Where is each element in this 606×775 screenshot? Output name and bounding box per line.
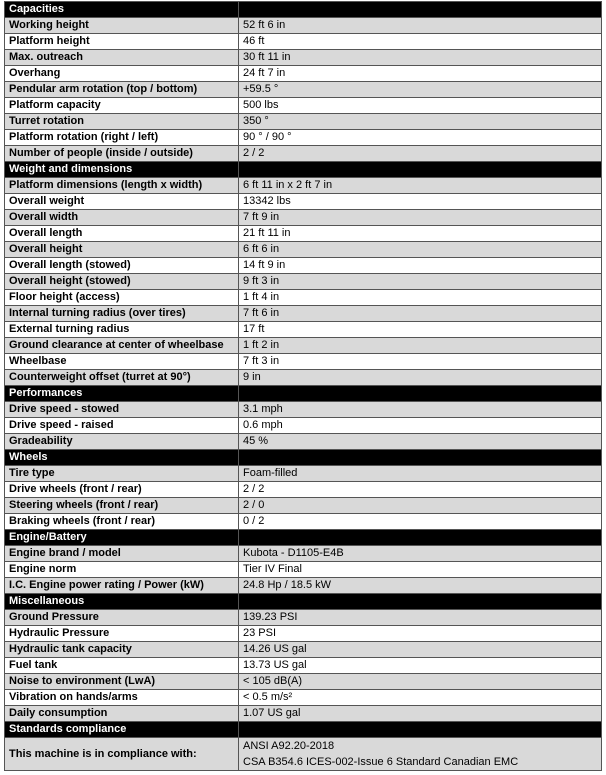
spec-label: Overall length (stowed) [5,258,239,274]
spec-row [5,50,602,66]
spec-row [5,370,602,386]
spec-label: Drive speed - raised [5,418,239,434]
section-title: Performances [5,386,239,402]
spec-row [5,674,602,690]
spec-row [5,114,602,130]
spec-value-line: ANSI A92.20-2018 [243,740,335,752]
spec-label: Overhang [5,66,239,82]
spec-label: Platform height [5,34,239,50]
spec-row [5,466,602,482]
spec-row [5,610,602,626]
spec-row [5,18,602,34]
section-title: Wheels [5,450,239,466]
spec-label: Overall weight [5,194,239,210]
spec-value: < 105 dB(A) [239,674,602,690]
spec-row [5,274,602,290]
spec-label: Counterweight offset (turret at 90°) [5,370,239,386]
spec-row [5,546,602,562]
section-header-standards-compliance [5,722,602,738]
spec-label: Noise to environment (LwA) [5,674,239,690]
spec-value: 500 lbs [239,98,602,114]
spec-label: Tire type [5,466,239,482]
spec-value: Foam-filled [239,466,602,482]
spec-value: 30 ft 11 in [239,50,602,66]
section-header-spacer [239,450,602,466]
spec-row [5,34,602,50]
spec-value: 46 ft [239,34,602,50]
spec-label: Engine brand / model [5,546,239,562]
spec-value: 2 / 2 [239,482,602,498]
spec-label: Drive wheels (front / rear) [5,482,239,498]
spec-label: Overall height [5,242,239,258]
spec-label: Overall width [5,210,239,226]
spec-row [5,498,602,514]
spec-row [5,194,602,210]
spec-label: Wheelbase [5,354,239,370]
spec-value: 2 / 2 [239,146,602,162]
section-header-capacities [5,2,602,18]
spec-value: 1 ft 2 in [239,338,602,354]
section-header-spacer [239,594,602,610]
spec-value: < 0.5 m/s² [239,690,602,706]
spec-value: Tier IV Final [239,562,602,578]
spec-value: 13.73 US gal [239,658,602,674]
spec-label: Daily consumption [5,706,239,722]
spec-row [5,226,602,242]
spec-label: Gradeability [5,434,239,450]
section-header-wheels [5,450,602,466]
spec-value: 1.07 US gal [239,706,602,722]
spec-row [5,578,602,594]
specifications-body [5,2,602,771]
spec-label: Platform rotation (right / left) [5,130,239,146]
spec-value: 14.26 US gal [239,642,602,658]
spec-label: Max. outreach [5,50,239,66]
spec-value: 13342 lbs [239,194,602,210]
spec-label: Braking wheels (front / rear) [5,514,239,530]
spec-row [5,242,602,258]
spec-row [5,146,602,162]
section-header-spacer [239,2,602,18]
spec-label: Ground clearance at center of wheelbase [5,338,239,354]
spec-value [239,738,602,771]
spec-row [5,322,602,338]
spec-value: 1 ft 4 in [239,290,602,306]
spec-label: Steering wheels (front / rear) [5,498,239,514]
spec-label: Hydraulic Pressure [5,626,239,642]
spec-value: 17 ft [239,322,602,338]
spec-value: 21 ft 11 in [239,226,602,242]
spec-row [5,98,602,114]
spec-row [5,66,602,82]
spec-value: 0.6 mph [239,418,602,434]
spec-value: 23 PSI [239,626,602,642]
section-title: Capacities [5,2,239,18]
spec-label: Vibration on hands/arms [5,690,239,706]
spec-value: 14 ft 9 in [239,258,602,274]
spec-row [5,434,602,450]
spec-label: Internal turning radius (over tires) [5,306,239,322]
spec-value: 139.23 PSI [239,610,602,626]
spec-row [5,178,602,194]
spec-label: Overall length [5,226,239,242]
spec-label: Platform dimensions (length x width) [5,178,239,194]
section-header-performances [5,386,602,402]
spec-label: External turning radius [5,322,239,338]
spec-row [5,658,602,674]
spec-value: 24.8 Hp / 18.5 kW [239,578,602,594]
spec-row [5,418,602,434]
spec-label: I.C. Engine power rating / Power (kW) [5,578,239,594]
section-title: Weight and dimensions [5,162,239,178]
spec-row [5,338,602,354]
spec-row [5,82,602,98]
spec-label: Ground Pressure [5,610,239,626]
spec-row [5,690,602,706]
section-header-engine-battery [5,530,602,546]
spec-label: Number of people (inside / outside) [5,146,239,162]
section-header-spacer [239,162,602,178]
spec-value: 350 ° [239,114,602,130]
spec-label: Turret rotation [5,114,239,130]
section-header-spacer [239,722,602,738]
spec-value: 9 in [239,370,602,386]
section-title: Miscellaneous [5,594,239,610]
spec-value: 52 ft 6 in [239,18,602,34]
spec-value: 6 ft 11 in x 2 ft 7 in [239,178,602,194]
spec-value: +59.5 ° [239,82,602,98]
spec-value: 7 ft 6 in [239,306,602,322]
spec-value-line: CSA B354.6 ICES-002-Issue 6 Standard Canadian EMC [243,756,519,768]
spec-row [5,626,602,642]
spec-row [5,482,602,498]
spec-row [5,514,602,530]
spec-value: 24 ft 7 in [239,66,602,82]
section-header-miscellaneous [5,594,602,610]
spec-label: Platform capacity [5,98,239,114]
section-header-weight-and-dimensions [5,162,602,178]
section-header-spacer [239,530,602,546]
spec-label: Hydraulic tank capacity [5,642,239,658]
spec-value: Kubota - D1105-E4B [239,546,602,562]
spec-value: 9 ft 3 in [239,274,602,290]
spec-row [5,130,602,146]
section-header-spacer [239,386,602,402]
spec-row [5,402,602,418]
spec-value: 3.1 mph [239,402,602,418]
spec-label: This machine is in compliance with: [5,738,239,771]
spec-row [5,290,602,306]
spec-value: 2 / 0 [239,498,602,514]
spec-row [5,354,602,370]
spec-label: Floor height (access) [5,290,239,306]
spec-label: Drive speed - stowed [5,402,239,418]
spec-row [5,562,602,578]
spec-row [5,642,602,658]
spec-value: 45 % [239,434,602,450]
section-title: Standards compliance [5,722,239,738]
spec-row [5,738,602,771]
specifications-table [4,1,602,771]
spec-label: Pendular arm rotation (top / bottom) [5,82,239,98]
spec-value: 7 ft 3 in [239,354,602,370]
spec-row [5,706,602,722]
spec-row [5,258,602,274]
spec-row [5,210,602,226]
spec-label: Overall height (stowed) [5,274,239,290]
spec-label: Working height [5,18,239,34]
spec-label: Fuel tank [5,658,239,674]
spec-label: Engine norm [5,562,239,578]
section-title: Engine/Battery [5,530,239,546]
spec-value: 6 ft 6 in [239,242,602,258]
spec-value: 0 / 2 [239,514,602,530]
spec-row [5,306,602,322]
spec-value: 90 ° / 90 ° [239,130,602,146]
spec-value: 7 ft 9 in [239,210,602,226]
